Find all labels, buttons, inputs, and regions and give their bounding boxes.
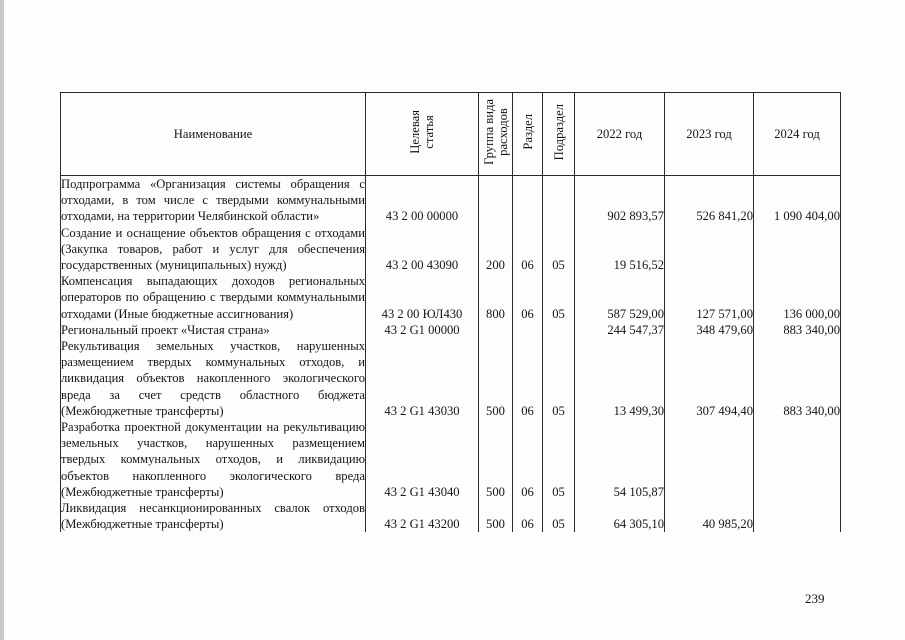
row-amount-2022: 54 105,87 — [575, 419, 665, 500]
row-target-article: 43 2 00 43090 — [366, 225, 479, 274]
row-target-article: 43 2 G1 43030 — [366, 338, 479, 419]
row-subsection: 05 — [543, 338, 575, 419]
row-subsection: 05 — [543, 273, 575, 322]
row-amount-2023: 348 479,60 — [665, 322, 754, 338]
row-subsection — [543, 322, 575, 338]
table-row — [61, 338, 841, 419]
row-name: Подпрограмма «Организация системы обращения с отходами, в том числе с твердыми коммунальными отходами, на территории Челябинской области» — [61, 177, 365, 224]
header-target-article: Целевая статья — [366, 93, 479, 176]
budget-table — [60, 92, 841, 532]
row-section: 06 — [513, 273, 543, 322]
table-header-row — [61, 93, 841, 176]
table-row — [61, 273, 841, 322]
row-amount-2022: 902 893,57 — [575, 176, 665, 225]
row-target-article: 43 2 00 00000 — [366, 176, 479, 225]
row-name: Разработка проектной документации на рекультивацию земельных участков, нарушенных размещением твердых коммунальных отходов, и ликвидацию объектов накопленного экологического вреда (Межбюджетные трансферты) — [61, 420, 365, 499]
row-amount-2023: 526 841,20 — [665, 176, 754, 225]
row-section — [513, 176, 543, 225]
row-expense-group — [479, 322, 513, 338]
row-amount-2022: 587 529,00 — [575, 273, 665, 322]
row-amount-2023: 40 985,20 — [665, 500, 754, 532]
table-row — [61, 225, 841, 274]
header-name: Наименование — [61, 93, 366, 176]
row-section: 06 — [513, 419, 543, 500]
row-name: Региональный проект «Чистая страна» — [61, 322, 366, 338]
row-amount-2024 — [754, 500, 841, 532]
table-row — [61, 322, 841, 338]
page-number: 239 — [805, 591, 825, 606]
row-expense-group: 500 — [479, 419, 513, 500]
row-target-article: 43 2 G1 43200 — [366, 500, 479, 532]
row-name: Компенсация выпадающих доходов региональных операторов по обращению с твердыми коммунальными отходами (Иные бюджетные ассигнования) — [61, 274, 365, 321]
row-target-article: 43 2 00 ЮЛ430 — [366, 273, 479, 322]
row-amount-2024: 1 090 404,00 — [754, 176, 841, 225]
row-expense-group — [479, 176, 513, 225]
table-row — [61, 500, 841, 532]
row-amount-2023 — [665, 419, 754, 500]
row-amount-2024 — [754, 225, 841, 274]
row-expense-group: 500 — [479, 338, 513, 419]
row-name: Рекультивация земельных участков, нарушенных размещением твердых коммунальных отходов, и ликвидация объектов накопленного экологического вреда за счет средств областного бюджета (Межбюджетные трансферты) — [61, 339, 365, 418]
row-amount-2023: 307 494,40 — [665, 338, 754, 419]
row-amount-2022: 19 516,52 — [575, 225, 665, 274]
header-year-2024: 2024 год — [754, 93, 841, 176]
row-amount-2023: 127 571,00 — [665, 273, 754, 322]
table-row — [61, 176, 841, 225]
row-amount-2023 — [665, 225, 754, 274]
header-year-2023: 2023 год — [665, 93, 754, 176]
row-amount-2024: 883 340,00 — [754, 338, 841, 419]
row-expense-group: 200 — [479, 225, 513, 274]
scan-edge-shadow — [0, 0, 4, 640]
table-row — [61, 419, 841, 500]
header-expense-group: Группа вида расходов — [479, 93, 513, 176]
header-subsection: Подраздел — [543, 93, 575, 176]
row-subsection: 05 — [543, 500, 575, 532]
row-amount-2024 — [754, 419, 841, 500]
row-section: 06 — [513, 500, 543, 532]
row-target-article: 43 2 G1 00000 — [366, 322, 479, 338]
header-section: Раздел — [513, 93, 543, 176]
row-subsection — [543, 176, 575, 225]
row-amount-2024: 136 000,00 — [754, 273, 841, 322]
row-name: Создание и оснащение объектов обращения с отходами (Закупка товаров, работ и услуг для обеспечения государственных (муниципальных) нужд) — [61, 225, 365, 273]
row-amount-2022: 64 305,10 — [575, 500, 665, 532]
row-section — [513, 322, 543, 338]
row-subsection: 05 — [543, 225, 575, 274]
row-name: Ликвидация несанкционированных свалок отходов (Межбюджетные трансферты) — [61, 501, 365, 532]
row-expense-group: 500 — [479, 500, 513, 532]
row-amount-2024: 883 340,00 — [754, 322, 841, 338]
row-amount-2022: 13 499,30 — [575, 338, 665, 419]
row-section: 06 — [513, 225, 543, 274]
header-year-2022: 2022 год — [575, 93, 665, 176]
row-subsection: 05 — [543, 419, 575, 500]
row-amount-2022: 244 547,37 — [575, 322, 665, 338]
row-section: 06 — [513, 338, 543, 419]
row-target-article: 43 2 G1 43040 — [366, 419, 479, 500]
row-expense-group: 800 — [479, 273, 513, 322]
